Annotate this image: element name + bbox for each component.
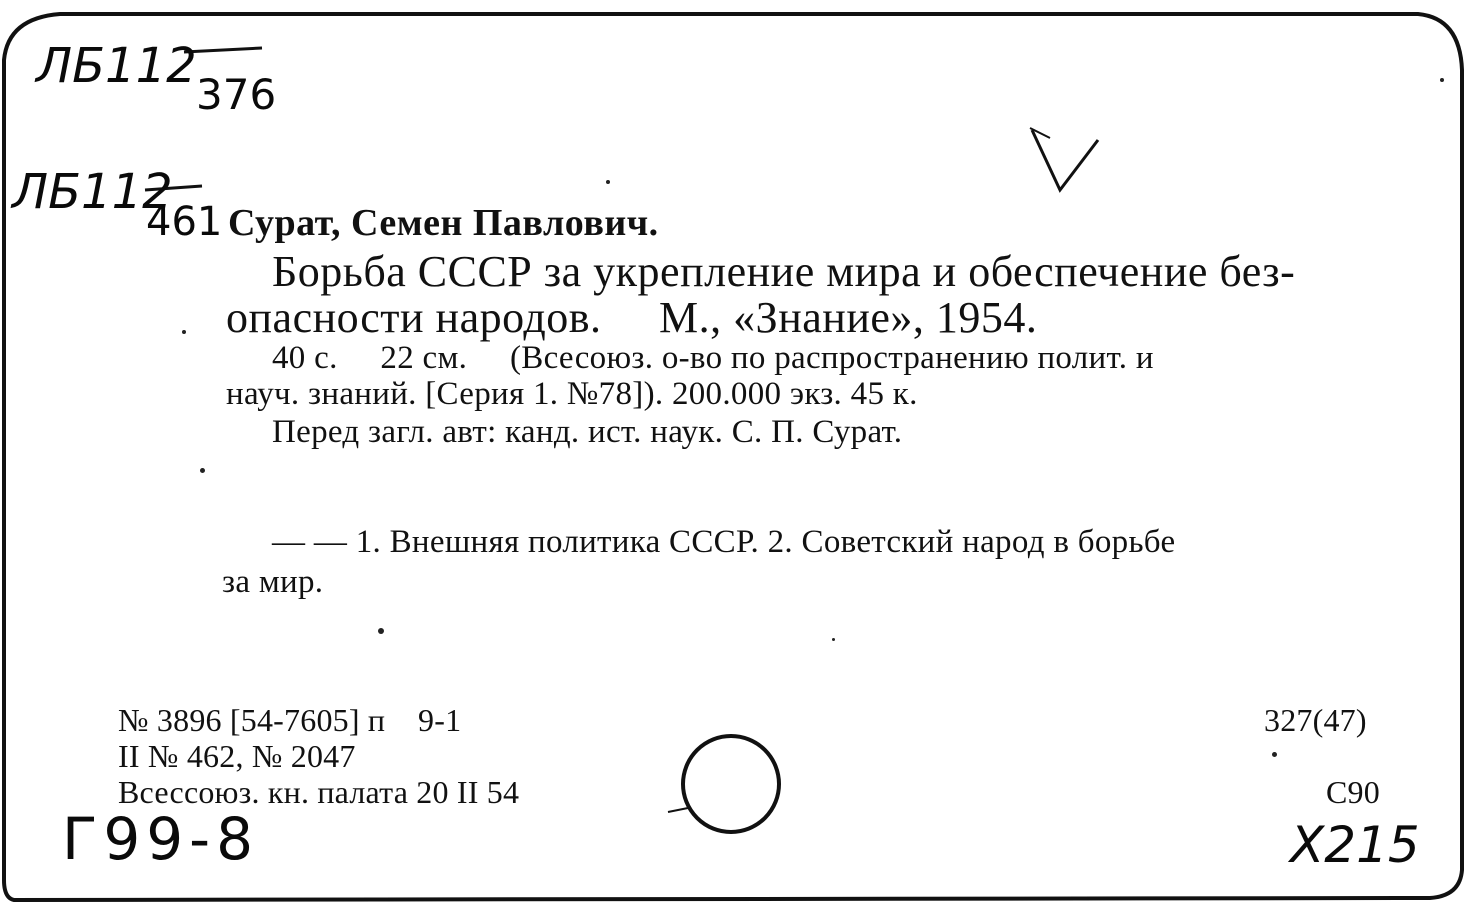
punch-hole-circle bbox=[683, 736, 779, 832]
title-line-2: опасности народов. М., «Знание», 1954. bbox=[226, 293, 1038, 342]
scan-speck bbox=[200, 468, 205, 473]
scan-speck bbox=[182, 330, 186, 334]
physical-description-line-1: 40 с. 22 см. (Всесоюз. о-во по распространению полит. и bbox=[272, 340, 1154, 376]
scan-speck bbox=[832, 638, 835, 641]
cutter-number: С90 bbox=[1326, 774, 1380, 810]
handwritten-shelf-mark-1: ЛБ112 bbox=[36, 38, 197, 94]
physical-description-line-2: науч. знаний. [Серия 1. №78]). 200.000 экз. 45 к. bbox=[226, 376, 918, 412]
author-note: Перед загл. авт: канд. ист. наук. С. П. Сурат. bbox=[272, 414, 903, 450]
handwritten-bottom-right-code: Х215 bbox=[1290, 816, 1420, 874]
imprint-line-1: № 3896 [54-7605] п 9-1 bbox=[118, 702, 462, 738]
check-mark-icon bbox=[1032, 130, 1098, 190]
handwritten-shelf-mark-2: ЛБ112 bbox=[12, 164, 173, 220]
subjects-line-1: — — 1. Внешняя политика СССР. 2. Советский народ в борьбе bbox=[272, 524, 1176, 560]
handwritten-shelf-mark-1-number: 376 bbox=[196, 70, 277, 119]
author-heading: Сурат, Семен Павлович. bbox=[228, 202, 659, 244]
title-line-1: Борьба СССР за укрепление мира и обеспечение без- bbox=[272, 247, 1296, 296]
handwritten-shelf-mark-2-number: 461 bbox=[146, 199, 223, 245]
imprint-line-2: II № 462, № 2047 bbox=[118, 738, 356, 774]
scan-speck bbox=[378, 628, 384, 634]
imprint-line-3: Всессоюз. кн. палата 20 II 54 bbox=[118, 774, 520, 810]
scan-speck bbox=[606, 180, 610, 184]
subjects-line-2: за мир. bbox=[222, 564, 324, 600]
scan-speck bbox=[1440, 78, 1444, 82]
handwritten-bottom-left-code: Г99-8 bbox=[62, 805, 260, 873]
scan-speck bbox=[1272, 752, 1277, 757]
classification-number: 327(47) bbox=[1264, 702, 1367, 738]
